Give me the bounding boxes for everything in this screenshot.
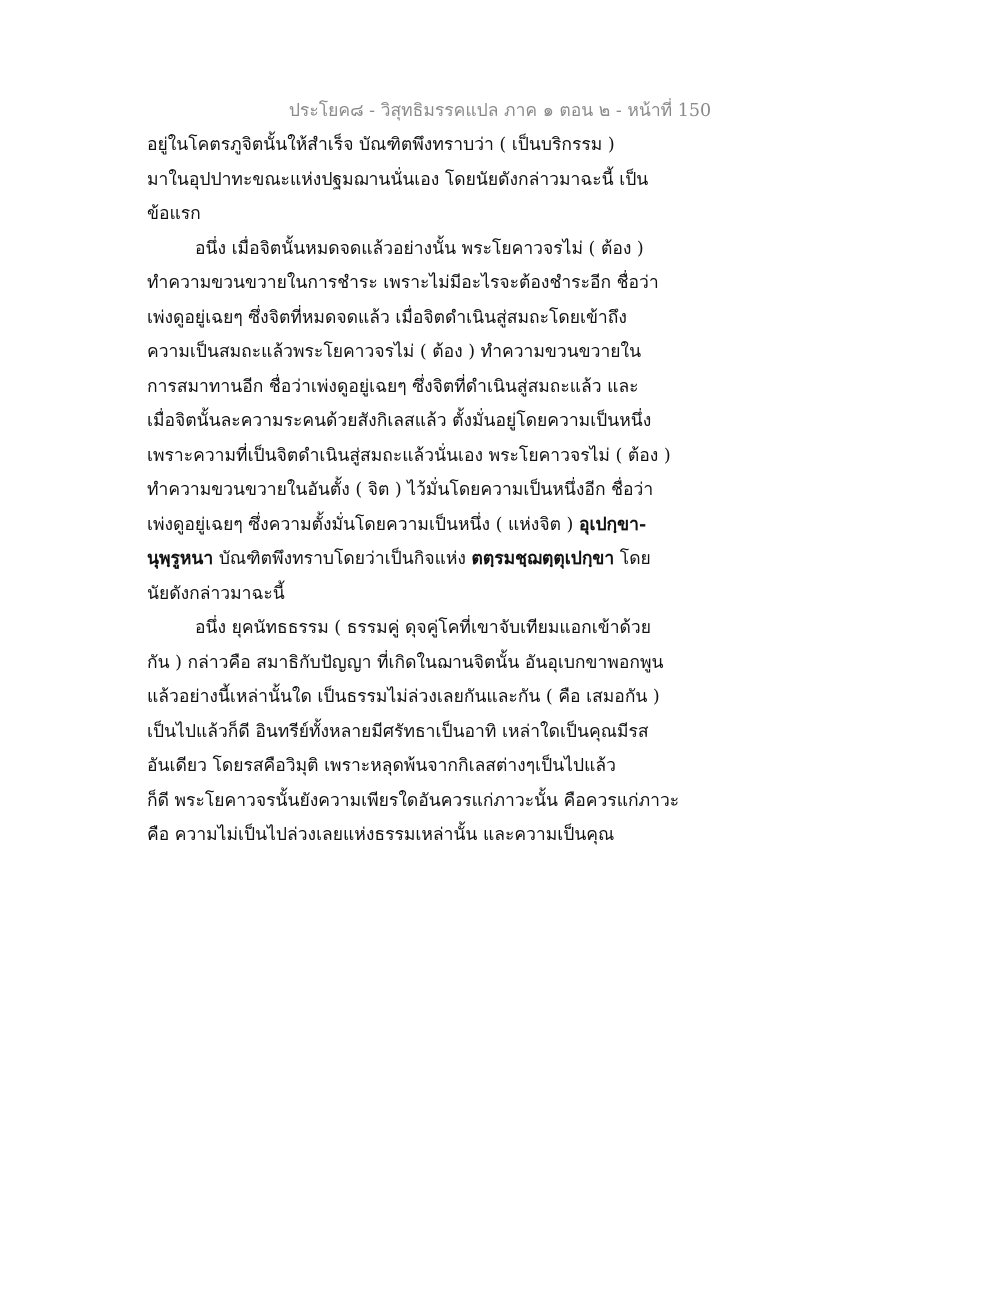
text-line: ทำความขวนขวายในการชำระ เพราะไม่มีอะไรจะต้องชำระอีก ชื่อว่า — [147, 273, 659, 293]
paragraph-first-line: อนึ่ง เมื่อจิตนั้นหมดจดแล้วอย่างนั้น พระโยคาวจรไม่ ( ต้อง ) — [195, 238, 644, 259]
pali-term: อุเปกฺขา- — [578, 514, 647, 535]
text-line: เมื่อจิตนั้นละความระคนด้วยสังกิเลสแล้ว ตั้งมั่นอยู่โดยความเป็นหนึ่ง — [147, 411, 652, 431]
text-line: แล้วอย่างนี้เหล่านั้นใด เป็นธรรมไม่ล่วงเลยกันและกัน ( คือ เสมอกัน ) — [147, 687, 660, 707]
paragraph-first-line: อนึ่ง ยุคนัทธธรรม ( ธรรมคู่ ดุจคู่โคที่เขาจับเทียมแอกเข้าด้วย — [195, 618, 651, 638]
text-line: ทำความขวนขวายในอันตั้ง ( จิต ) ไว้มั่นโดยความเป็นหนึ่งอีก ชื่อว่า — [147, 480, 654, 500]
text-line: เป็นไปแล้วก็ดี อินทรีย์ทั้งหลายมีศรัทธาเป็นอาทิ เหล่าใดเป็นคุณมีรส — [147, 721, 649, 742]
pali-term: นุพฺรูหนา — [147, 549, 214, 569]
text-line: อยู่ในโคตรภูจิตนั้นให้สำเร็จ บัณฑิตพึงทราบว่า ( เป็นบริกรรม ) — [147, 135, 615, 155]
text-line: ก็ดี พระโยคาวจรนั้นยังความเพียรใดอันควรแก่ภาวะนั้น คือควรแก่ภาวะ — [147, 790, 680, 811]
page-body — [147, 128, 707, 853]
text-segment: โดย — [619, 549, 651, 569]
text-segment: เพ่งดูอยู่เฉยๆ ซึ่งความตั้งมั่นโดยความเป็นหนึ่ง ( แห่งจิต ) — [147, 514, 574, 535]
pali-term: ตตฺรมชฺฌตฺตุเปกฺขา — [471, 549, 615, 569]
text-line: เพราะความที่เป็นจิตดำเนินสู่สมถะแล้วนั่นเอง พระโยคาวจรไม่ ( ต้อง ) — [147, 445, 671, 466]
running-header: ประโยค๘ - วิสุทธิมรรคแปล ภาค ๑ ตอน ๒ - หน้าที่ 150 — [288, 101, 712, 121]
text-line — [147, 508, 707, 543]
text-line: เพ่งดูอยู่เฉยๆ ซึ่งจิตที่หมดจดแล้ว เมื่อจิตดำเนินสู่สมถะโดยเข้าถึง — [147, 307, 627, 328]
text-line: นัยดังกล่าวมาฉะนี้ — [147, 583, 285, 604]
text-line: กัน ) กล่าวคือ สมาธิกับปัญญา ที่เกิดในฌานจิตนั้น อันอุเบกขาพอกพูน — [147, 652, 664, 673]
text-line: การสมาทานอีก ชื่อว่าเพ่งดูอยู่เฉยๆ ซึ่งจิตที่ดำเนินสู่สมถะแล้ว และ — [147, 376, 639, 397]
text-line: อันเดียว โดยรสคือวิมุติ เพราะหลุดพ้นจากกิเลสต่างๆเป็นไปแล้ว — [147, 756, 616, 776]
text-line: ข้อแรก — [147, 204, 201, 224]
text-line: ความเป็นสมถะแล้วพระโยคาวจรไม่ ( ต้อง ) ทำความขวนขวายใน — [147, 342, 642, 362]
text-line: มาในอุปปาทะขณะแห่งปฐมฌานนั่นเอง โดยนัยดังกล่าวมาฉะนี้ เป็น — [147, 169, 649, 190]
text-segment: บัณฑิตพึงทราบโดยว่าเป็นกิจแห่ง — [218, 549, 466, 569]
text-line: คือ ความไม่เป็นไปล่วงเลยแห่งธรรมเหล่านั้น และความเป็นคุณ — [147, 825, 615, 845]
text-line — [147, 542, 707, 577]
